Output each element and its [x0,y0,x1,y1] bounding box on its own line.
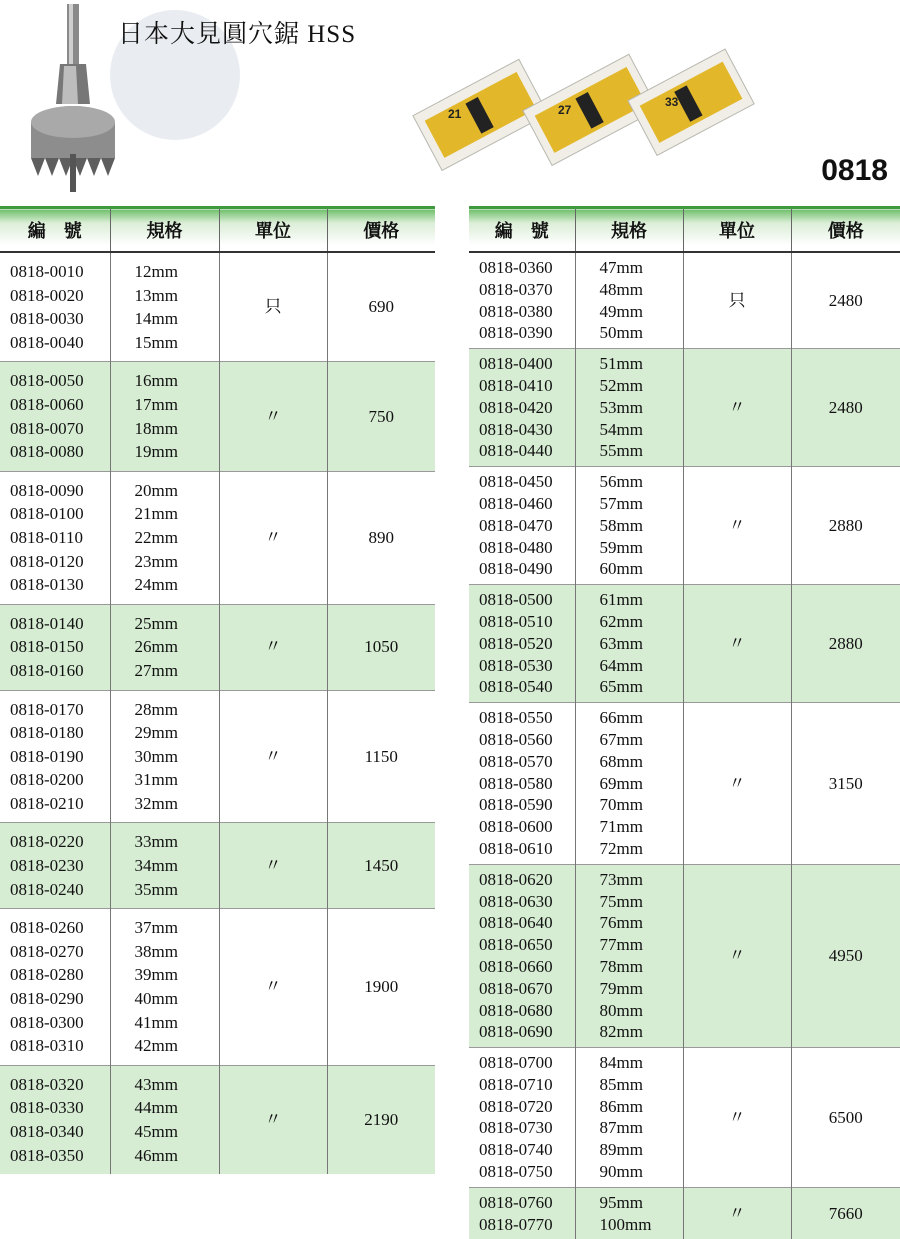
item-code: 0818-0640 [479,913,553,933]
item-codes-cell [469,349,575,467]
table-row-group [469,703,900,865]
column-header-price: 價格 [327,208,435,253]
item-codes-cell [469,703,575,865]
spec-size: 17mm [134,394,178,414]
table-row-group [0,604,435,690]
unit-cell [219,690,327,823]
spec-size: 95mm [599,1192,643,1212]
unit-label: 只 [728,290,746,310]
item-code: 0818-0130 [10,575,84,595]
item-code: 0818-0310 [10,1036,84,1056]
item-code: 0818-0280 [10,965,84,985]
price-cell [327,604,435,690]
spec-size: 43mm [134,1074,178,1094]
unit-cell [219,362,327,471]
spec-size: 67mm [599,729,643,749]
item-code: 0818-0270 [10,941,84,961]
unit-cell [683,252,791,349]
item-codes-cell [469,585,575,703]
spec-cell [575,864,683,1047]
item-codes-cell [469,252,575,349]
unit-label: 〃 [728,773,746,793]
spec-size: 82mm [599,1022,643,1042]
item-code: 0818-0150 [10,637,84,657]
price-value: 2880 [828,515,863,535]
unit-label: 〃 [728,1107,746,1127]
item-code: 0818-0750 [479,1162,553,1182]
spec-size: 57mm [599,493,643,513]
spec-size: 49mm [599,301,643,321]
column-header-code: 編 號 [469,208,575,253]
spec-size: 89mm [599,1140,643,1160]
spec-size: 64mm [599,655,643,675]
spec-size: 66mm [599,708,643,728]
item-code: 0818-0590 [479,795,553,815]
table-body [0,252,435,1174]
item-codes-cell [0,252,110,362]
unit-label: 〃 [728,1203,746,1223]
unit-label: 〃 [728,515,746,535]
spec-size: 41mm [134,1012,178,1032]
item-code: 0818-0060 [10,394,84,414]
spec-size: 19mm [134,442,178,462]
spec-size: 75mm [599,891,643,911]
price-value: 2480 [828,290,863,310]
item-code: 0818-0610 [479,838,553,858]
item-code: 0818-0570 [479,751,553,771]
table-row-group [469,349,900,467]
item-code: 0818-0230 [10,856,84,876]
spec-size: 58mm [599,515,643,535]
spec-cell [575,1187,683,1239]
item-code: 0818-0420 [479,397,553,417]
item-code: 0818-0530 [479,655,553,675]
spec-size: 21mm [134,504,178,524]
unit-cell [683,1048,791,1188]
spec-cell [575,1048,683,1188]
spec-size: 38mm [134,941,178,961]
spec-size: 28mm [134,699,178,719]
price-value: 7660 [828,1203,863,1223]
spec-size: 29mm [134,723,178,743]
item-code: 0818-0390 [479,323,553,343]
spec-cell [575,252,683,349]
table-row-group [0,362,435,471]
column-header-spec: 規格 [575,208,683,253]
unit-label: 只 [264,297,282,317]
unit-label: 〃 [264,1110,282,1130]
item-code: 0818-0350 [10,1145,84,1165]
spec-cell [110,823,219,909]
item-codes-cell [0,823,110,909]
spec-size: 61mm [599,590,643,610]
table-row-group [0,909,435,1066]
unit-label: 〃 [264,637,282,657]
price-value: 4950 [828,946,863,965]
price-table-right [469,206,900,1239]
item-code: 0818-0760 [479,1192,553,1212]
price-cell [791,252,900,349]
spec-size: 48mm [599,279,643,299]
table-row-group [0,1065,435,1174]
column-header-unit: 單位 [683,208,791,253]
item-code: 0818-0010 [10,262,84,281]
price-cell [791,585,900,703]
spec-size: 12mm [134,262,178,281]
spec-size: 52mm [599,375,643,395]
spec-size: 71mm [599,817,643,837]
spec-size: 84mm [599,1053,643,1073]
table-row-group [0,252,435,362]
item-codes-cell [0,604,110,690]
price-value: 750 [368,406,394,426]
spec-size: 46mm [134,1145,178,1165]
spec-size: 79mm [599,978,643,998]
spec-size: 68mm [599,751,643,771]
spec-size: 44mm [134,1098,178,1118]
table-row-group [469,467,900,585]
series-code: 0818 [821,154,888,187]
item-code: 0818-0740 [479,1140,553,1160]
column-header-price: 價格 [791,208,900,253]
item-codes-cell [0,471,110,604]
item-code: 0818-0180 [10,723,84,743]
item-code: 0818-0550 [479,708,553,728]
item-code: 0818-0170 [10,699,84,719]
item-codes-cell [0,1065,110,1174]
item-code: 0818-0370 [479,279,553,299]
item-code: 0818-0050 [10,371,84,391]
spec-cell [575,585,683,703]
spec-size: 77mm [599,935,643,955]
item-code: 0818-0520 [479,633,553,653]
spec-size: 31mm [134,770,178,790]
item-code: 0818-0410 [479,375,553,395]
item-code: 0818-0100 [10,504,84,524]
price-cell [791,703,900,865]
product-package-photo [410,14,745,184]
item-code: 0818-0470 [479,515,553,535]
price-cell [327,252,435,362]
column-header-spec: 規格 [110,208,219,253]
item-code: 0818-0600 [479,817,553,837]
spec-cell [110,690,219,823]
spec-cell [110,362,219,471]
item-code: 0818-0430 [479,419,553,439]
table-row-group [469,1048,900,1188]
spec-size: 50mm [599,323,643,343]
spec-cell [110,909,219,1066]
spec-size: 24mm [134,575,178,595]
spec-size: 80mm [599,1000,643,1020]
price-cell [327,1065,435,1174]
spec-size: 55mm [599,441,643,461]
unit-label: 〃 [264,527,282,547]
spec-size: 62mm [599,611,643,631]
item-code: 0818-0580 [479,773,553,793]
unit-label: 〃 [728,397,746,417]
price-cell [327,471,435,604]
price-value: 6500 [828,1107,863,1127]
item-code: 0818-0260 [10,918,84,938]
price-cell [327,823,435,909]
spec-size: 25mm [134,613,178,633]
spec-size: 86mm [599,1096,643,1116]
item-code: 0818-0730 [479,1118,553,1138]
item-code: 0818-0500 [479,590,553,610]
table-row-group [469,585,900,703]
item-code: 0818-0480 [479,537,553,557]
item-code: 0818-0040 [10,332,84,352]
spec-size: 34mm [134,856,178,876]
table-body [469,252,900,1239]
item-code: 0818-0120 [10,551,84,571]
spec-size: 33mm [134,832,178,852]
hole-saw-icon [28,4,118,194]
spec-cell [110,1065,219,1174]
package-label: 33 [665,95,679,109]
unit-cell [683,703,791,865]
item-code: 0818-0720 [479,1096,553,1116]
item-code: 0818-0560 [479,729,553,749]
price-cell [791,467,900,585]
spec-size: 60mm [599,559,643,579]
unit-cell [683,467,791,585]
item-codes-cell [469,1187,575,1239]
table-row-group [0,823,435,909]
price-value: 890 [368,527,394,547]
spec-size: 40mm [134,989,178,1009]
spec-size: 23mm [134,551,178,571]
unit-cell [683,585,791,703]
price-cell [327,909,435,1066]
spec-size: 69mm [599,773,643,793]
item-code: 0818-0440 [479,441,553,461]
price-value: 1900 [364,977,399,997]
unit-label: 〃 [264,977,282,997]
item-codes-cell [0,362,110,471]
item-code: 0818-0080 [10,442,84,462]
item-code: 0818-0070 [10,418,84,438]
spec-size: 76mm [599,913,643,933]
spec-size: 14mm [134,309,178,329]
item-code: 0818-0290 [10,989,84,1009]
price-value: 1150 [364,746,398,766]
table-header [469,208,900,253]
item-code: 0818-0650 [479,935,553,955]
price-value: 2480 [828,397,863,417]
item-code: 0818-0540 [479,677,553,697]
unit-cell [219,823,327,909]
item-codes-cell [469,467,575,585]
table-row-group [469,864,900,1047]
spec-size: 90mm [599,1162,643,1182]
spec-cell [575,349,683,467]
item-code: 0818-0680 [479,1000,553,1020]
spec-size: 85mm [599,1074,643,1094]
spec-size: 37mm [134,918,178,938]
price-table-left [0,206,435,1174]
spec-size: 54mm [599,419,643,439]
item-codes-cell [0,909,110,1066]
item-code: 0818-0210 [10,793,84,813]
unit-cell [683,349,791,467]
package-label: 27 [558,103,572,117]
price-cell [327,362,435,471]
item-code: 0818-0340 [10,1122,84,1141]
spec-size: 15mm [134,332,178,352]
spec-size: 26mm [134,637,178,657]
item-code: 0818-0690 [479,1022,553,1042]
table-row-group [0,471,435,604]
spec-size: 30mm [134,746,178,766]
item-code: 0818-0490 [479,559,553,579]
spec-size: 22mm [134,527,178,547]
item-code: 0818-0510 [479,611,553,631]
spec-size: 70mm [599,795,643,815]
item-codes-cell [469,1048,575,1188]
unit-cell [683,1187,791,1239]
item-code: 0818-0630 [479,891,553,911]
spec-size: 35mm [134,879,178,899]
unit-cell [219,1065,327,1174]
table-row-group [469,252,900,349]
item-code: 0818-0380 [479,301,553,321]
unit-cell [219,604,327,690]
spec-size: 16mm [134,371,178,391]
spec-size: 53mm [599,397,643,417]
column-header-code: 編 號 [0,208,110,253]
price-cell [791,1048,900,1188]
unit-cell [219,252,327,362]
item-codes-cell [469,864,575,1047]
spec-size: 65mm [599,677,643,697]
item-code: 0818-0140 [10,613,84,633]
spec-size: 56mm [599,472,643,492]
unit-cell [219,909,327,1066]
spec-cell [575,703,683,865]
unit-label: 〃 [264,856,282,876]
spec-size: 100mm [599,1214,652,1234]
spec-size: 59mm [599,537,643,557]
spec-size: 63mm [599,633,643,653]
price-value: 2190 [364,1110,399,1130]
item-code: 0818-0460 [479,493,553,513]
spec-size: 72mm [599,838,643,858]
spec-size: 20mm [134,480,178,500]
spec-cell [575,467,683,585]
item-code: 0818-0670 [479,978,553,998]
item-code: 0818-0320 [10,1074,84,1094]
item-code: 0818-0190 [10,746,84,766]
price-value: 1050 [364,637,399,657]
item-code: 0818-0090 [10,480,84,500]
spec-size: 27mm [134,660,178,680]
spec-size: 51mm [599,354,643,374]
item-code: 0818-0110 [10,527,84,547]
table-row-group [469,1187,900,1239]
item-code: 0818-0200 [10,770,84,790]
spec-size: 18mm [134,418,178,438]
item-code: 0818-0620 [479,869,553,889]
package-label: 21 [448,107,462,121]
spec-size: 45mm [134,1122,178,1141]
unit-cell [683,864,791,1047]
price-cell [791,864,900,1047]
item-code: 0818-0400 [479,354,553,374]
unit-label: 〃 [264,406,282,426]
price-cell [327,690,435,823]
spec-size: 13mm [134,285,178,305]
page-title: 日本大見圓穴鋸 HSS [118,21,357,48]
price-value: 3150 [828,773,863,793]
item-code: 0818-0700 [479,1053,553,1073]
item-codes-cell [0,690,110,823]
unit-label: 〃 [264,746,282,766]
table-row-group [0,690,435,823]
item-code: 0818-0240 [10,879,84,899]
spec-size: 47mm [599,258,643,277]
spec-cell [110,252,219,362]
spec-size: 73mm [599,869,643,889]
price-value: 2880 [828,633,863,653]
price-cell [791,349,900,467]
spec-size: 42mm [134,1036,178,1056]
item-code: 0818-0710 [479,1074,553,1094]
item-code: 0818-0300 [10,1012,84,1032]
item-code: 0818-0360 [479,258,553,277]
item-code: 0818-0020 [10,285,84,305]
item-code: 0818-0030 [10,309,84,329]
table-header [0,208,435,253]
item-code: 0818-0330 [10,1098,84,1118]
price-value: 690 [368,297,394,317]
unit-cell [219,471,327,604]
spec-size: 32mm [134,793,178,813]
item-code: 0818-0660 [479,956,553,976]
price-cell [791,1187,900,1239]
item-code: 0818-0770 [479,1214,553,1234]
unit-label: 〃 [728,633,746,653]
price-value: 1450 [364,856,399,876]
unit-label: 〃 [728,946,746,965]
spec-size: 39mm [134,965,178,985]
item-code: 0818-0450 [479,472,553,492]
spec-cell [110,471,219,604]
item-code: 0818-0220 [10,832,84,852]
spec-cell [110,604,219,690]
column-header-unit: 單位 [219,208,327,253]
spec-size: 78mm [599,956,643,976]
item-code: 0818-0160 [10,660,84,680]
spec-size: 87mm [599,1118,643,1138]
